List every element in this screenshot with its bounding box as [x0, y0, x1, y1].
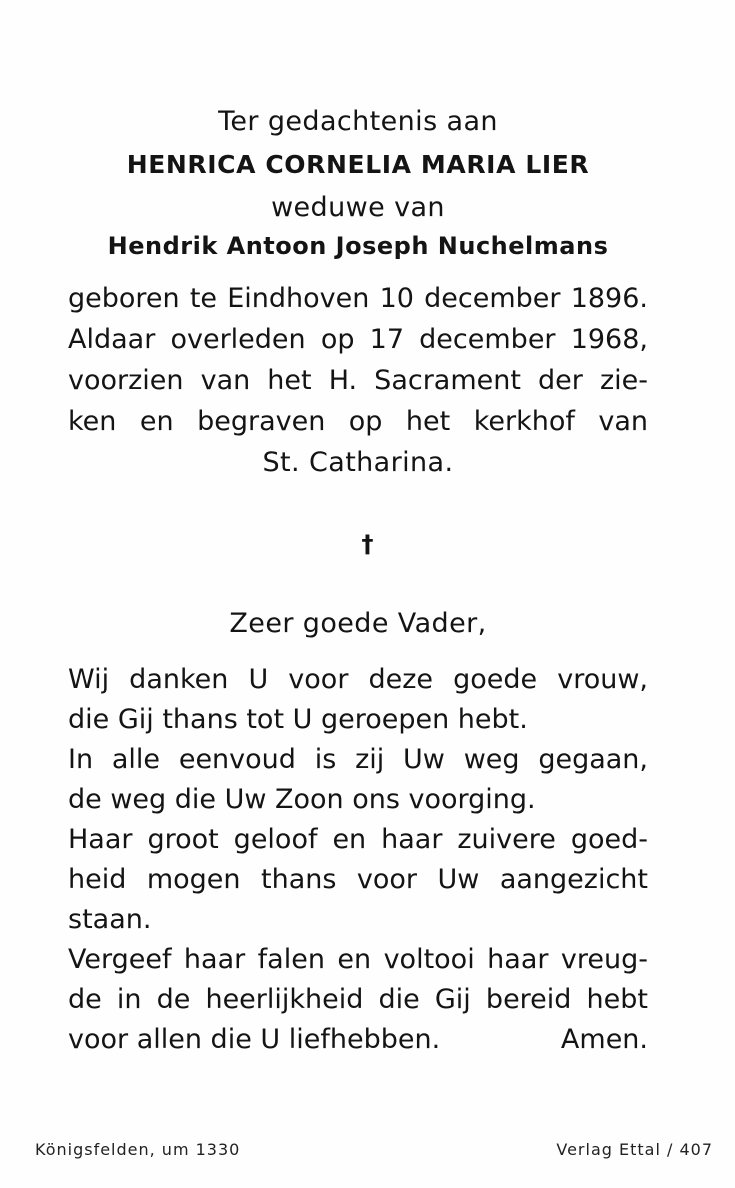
biography-line: geboren te Eindhoven 10 december 1896.: [68, 283, 648, 314]
biography-last-line: St. Catharina.: [262, 447, 454, 478]
prayer-line: Wij danken U voor deze goede vrouw,: [68, 664, 648, 695]
footer-image-credit: Königsfelden, um 1330: [35, 1140, 241, 1159]
prayer-line: Haar groot geloof en haar zuivere goed-: [68, 824, 648, 855]
prayer-line: de weg die Uw Zoon ons voorging.: [68, 784, 536, 815]
biography-block: [68, 283, 648, 488]
prayer-line: die Gij thans tot U geroepen hebt.: [68, 704, 528, 735]
prayer-line: staan.: [68, 904, 152, 935]
footer-publisher: Verlag Ettal / 407: [556, 1140, 713, 1159]
cross-icon: †: [361, 530, 374, 558]
prayer-line: heid mogen thans voor Uw aangezicht: [68, 864, 648, 895]
prayer-final-row: [68, 1024, 648, 1064]
prayer-closing: Amen.: [560, 1024, 648, 1055]
relation-text: weduwe van: [271, 192, 445, 223]
heading-block: [68, 106, 648, 274]
intro-text: Ter gedachtenis aan: [218, 106, 498, 137]
biography-line: voorzien van het H. Sacrament der zie-: [68, 365, 648, 396]
prayer-line: Vergeef haar falen en voltooi haar vreug-: [68, 944, 648, 975]
husband-name: Hendrik Antoon Joseph Nuchelmans: [107, 232, 609, 260]
prayer-block: [68, 664, 648, 1064]
biography-line: Aldaar overleden op 17 december 1968,: [68, 324, 648, 355]
prayer-line: de in de heerlijkheid die Gij bereid hebt: [68, 984, 648, 1015]
deceased-name: HENRICA CORNELIA MARIA LIER: [126, 150, 590, 179]
prayer-final-line: voor allen die U liefhebben.: [68, 1024, 441, 1055]
prayer-line: In alle eenvoud is zij Uw weg gegaan,: [68, 744, 648, 775]
biography-line: ken en begraven op het kerkhof van: [68, 406, 648, 437]
prayer-salutation-block: [68, 608, 648, 639]
prayer-salutation: Zeer goede Vader,: [229, 608, 487, 639]
